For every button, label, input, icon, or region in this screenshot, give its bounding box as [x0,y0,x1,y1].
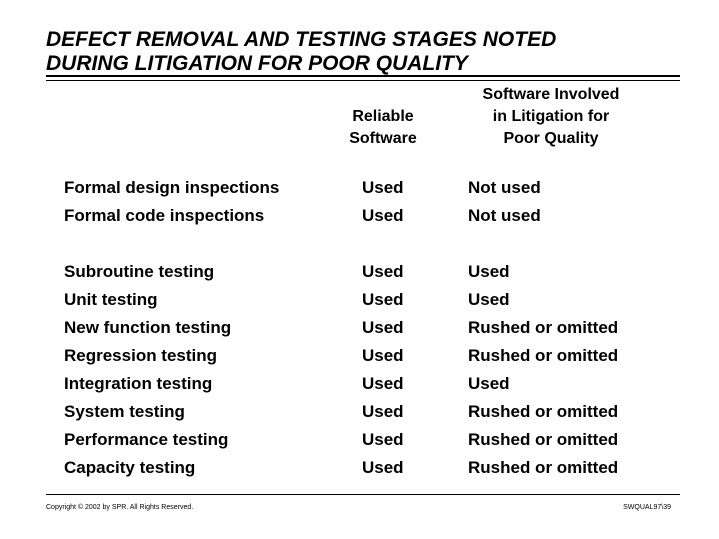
litigation-status: Rushed or omitted [468,458,619,477]
reliable-status: Used [362,206,404,225]
reliable-status: Used [362,430,404,449]
title-line-1: DEFECT REMOVAL AND TESTING STAGES NOTED [46,28,557,51]
litigation-status: Rushed or omitted [468,318,619,337]
stage-name: New function testing [64,318,232,337]
table-row [0,286,719,314]
table-row [0,258,719,286]
reliable-status: Used [362,290,404,309]
stage-name: Formal design inspections [64,178,280,197]
stage-name: Unit testing [64,290,158,309]
column-header-line: Reliable [352,108,414,125]
table-row [0,370,719,398]
table-row [0,454,719,482]
stage-name: Performance testing [64,430,229,449]
column-header-line: in Litigation for [492,108,610,125]
reliable-status: Used [362,262,404,281]
slide-code: SWQUAL97\39 [623,504,671,511]
table-row [0,342,719,370]
litigation-status: Rushed or omitted [468,430,619,449]
reliable-status: Used [362,374,404,393]
stage-name: Subroutine testing [64,262,215,281]
reliable-status: Used [362,402,404,421]
stage-name: System testing [64,402,185,421]
column-header-line: Software [349,130,417,147]
table-row [0,398,719,426]
litigation-status: Rushed or omitted [468,346,619,365]
stage-name: Integration testing [64,374,213,393]
litigation-status: Not used [468,178,541,197]
table-row [0,426,719,454]
litigation-status: Used [468,262,510,281]
reliable-status: Used [362,178,404,197]
reliable-status: Used [362,318,404,337]
stage-name: Formal code inspections [64,206,265,225]
footer-rule [46,494,680,495]
copyright-text: Copyright © 2002 by SPR. All Rights Reserved. [46,504,194,511]
column-header-line: Poor Quality [503,130,599,147]
litigation-status: Not used [468,206,541,225]
litigation-status: Rushed or omitted [468,402,619,421]
table-row [0,174,719,202]
litigation-status: Used [468,290,510,309]
title-line-2: DURING LITIGATION FOR POOR QUALITY [46,52,468,75]
stage-name: Capacity testing [64,458,196,477]
reliable-status: Used [362,458,404,477]
table-row [0,202,719,230]
table-row [0,314,719,342]
column-header-line: Software Involved [482,86,620,103]
stage-name: Regression testing [64,346,218,365]
litigation-status: Used [468,374,510,393]
reliable-status: Used [362,346,404,365]
